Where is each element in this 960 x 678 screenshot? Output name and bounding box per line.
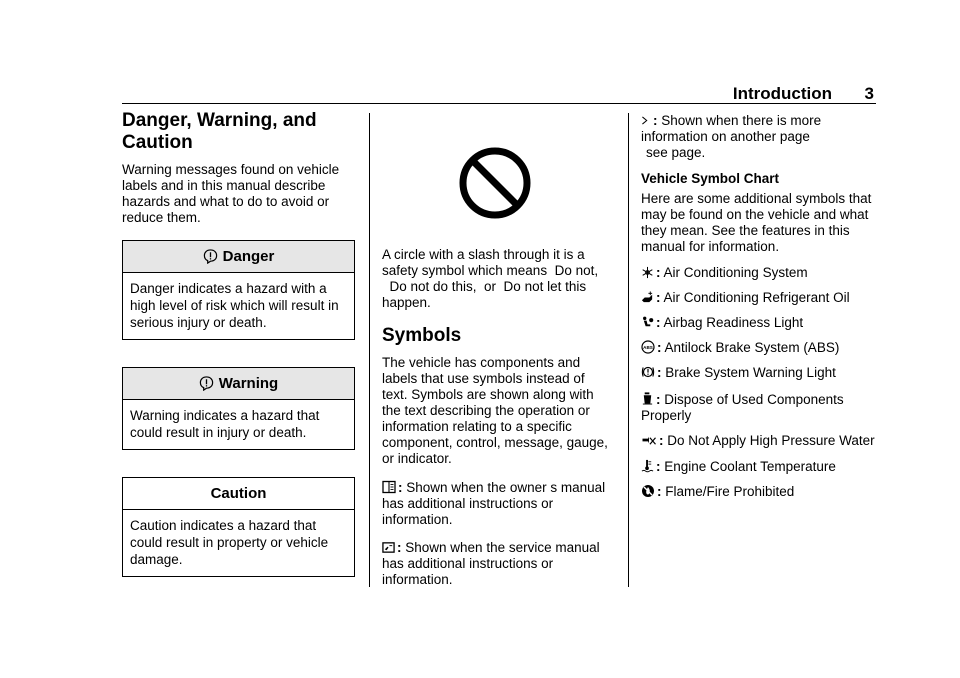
symbol-item xyxy=(641,315,876,331)
airbag-icon xyxy=(641,316,654,329)
more-info-text: Shown when there is more information on another page xyxy=(641,113,822,144)
symbol-label: Airbag Readiness Light xyxy=(663,315,804,330)
symbol-item xyxy=(641,433,876,449)
owner-manual-entry xyxy=(382,480,608,528)
caution-box-header xyxy=(123,478,354,510)
symbol-item xyxy=(641,365,876,381)
warning-box-header xyxy=(123,368,354,400)
warning-title: Warning xyxy=(218,375,279,392)
danger-box xyxy=(122,240,355,340)
vehicle-symbol-chart-heading: Vehicle Symbol Chart xyxy=(641,171,780,186)
colon: : xyxy=(657,340,662,355)
intro-paragraph: Warning messages found on vehicle labels and in this manual describe hazards and what to do to avoid or reduce them. xyxy=(122,162,340,225)
column-divider xyxy=(628,113,629,587)
symbol-label: Engine Coolant Temperature xyxy=(664,459,836,474)
flame-prohibited-icon xyxy=(641,484,655,498)
coolant-temperature-icon xyxy=(641,458,654,473)
warning-text: Warning indicates a hazard that could result in injury or death. xyxy=(130,408,320,440)
symbol-item xyxy=(641,458,876,475)
symbol-item xyxy=(641,390,876,424)
abs-icon xyxy=(641,340,655,354)
symbol-label: Air Conditioning Refrigerant Oil xyxy=(663,290,850,305)
prohibition-symbol-icon xyxy=(458,146,532,220)
circle-slash-paragraph: A circle with a slash through it is a safety symbol which means Do not, Do not do this, or Do not let this happen. xyxy=(382,247,599,310)
symbol-item xyxy=(641,340,876,356)
caution-title: Caution xyxy=(210,485,267,502)
warning-speech-bubble-icon xyxy=(199,376,214,391)
symbols-paragraph: The vehicle has components and labels that use symbols instead of text. Symbols are shown along with the text describing the operation or information relating to a specific component, control, message, gauge, or indicator. xyxy=(382,355,608,466)
symbol-item xyxy=(641,265,876,281)
column-divider xyxy=(369,113,370,587)
service-manual-entry xyxy=(382,540,608,588)
symbol-label: Antilock Brake System (ABS) xyxy=(664,340,840,355)
high-pressure-water-icon xyxy=(641,434,657,447)
colon: : xyxy=(397,540,402,555)
header-rule xyxy=(122,103,876,104)
colon: : xyxy=(656,290,661,305)
symbol-label: Air Conditioning System xyxy=(663,265,808,280)
colon: : xyxy=(659,433,664,448)
ac-refrigerant-oil-icon xyxy=(641,291,654,304)
page-number: 3 xyxy=(864,84,874,103)
colon: : xyxy=(656,315,661,330)
symbol-item xyxy=(641,290,876,306)
danger-text: Danger indicates a hazard with a high level of risk which will result in serious injury or death. xyxy=(130,281,339,330)
colon: : xyxy=(657,365,662,380)
more-info-entry xyxy=(641,113,876,161)
symbol-label: Do Not Apply High Pressure Water xyxy=(667,433,875,448)
colon: : xyxy=(656,459,661,474)
caution-box xyxy=(122,477,355,577)
chart-intro-paragraph: Here are some additional symbols that may be found on the vehicle and what they mean. See the features in this manual for information. xyxy=(641,191,872,254)
section-title: Introduction xyxy=(732,84,832,103)
caution-text: Caution indicates a hazard that could result in property or vehicle damage. xyxy=(130,518,329,567)
colon: : xyxy=(656,392,661,407)
colon: : xyxy=(398,480,403,495)
see-page-text: see page. xyxy=(646,145,706,160)
brake-warning-icon xyxy=(641,365,655,379)
symbol-label: Brake System Warning Light xyxy=(665,365,836,380)
danger-warning-caution-heading: Danger, Warning, and Caution xyxy=(122,110,317,153)
column-right xyxy=(641,110,876,500)
warning-box xyxy=(122,367,355,450)
warning-speech-bubble-icon xyxy=(203,249,218,264)
owner-manual-book-icon xyxy=(382,480,396,494)
danger-box-header xyxy=(123,241,354,273)
column-left xyxy=(122,110,356,577)
page-reference-arrow-icon xyxy=(641,114,651,127)
dispose-icon xyxy=(641,390,654,406)
service-manual-text: Shown when the service manual has additional instructions or information. xyxy=(382,540,600,587)
svg-text:ABS: ABS xyxy=(643,345,653,350)
colon: : xyxy=(657,484,662,499)
colon: : xyxy=(656,265,661,280)
symbol-label: Flame/Fire Prohibited xyxy=(665,484,795,499)
colon: : xyxy=(653,113,658,128)
column-middle xyxy=(382,110,608,588)
page-header xyxy=(122,84,876,104)
symbols-heading: Symbols xyxy=(382,325,462,346)
owner-manual-text: Shown when the owner s manual has additional instructions or information. xyxy=(382,480,606,527)
symbol-item xyxy=(641,484,876,500)
danger-title: Danger xyxy=(222,248,275,265)
air-conditioning-icon xyxy=(641,266,654,279)
symbol-label: Dispose of Used Components Properly xyxy=(641,392,844,423)
service-manual-icon xyxy=(382,541,395,554)
